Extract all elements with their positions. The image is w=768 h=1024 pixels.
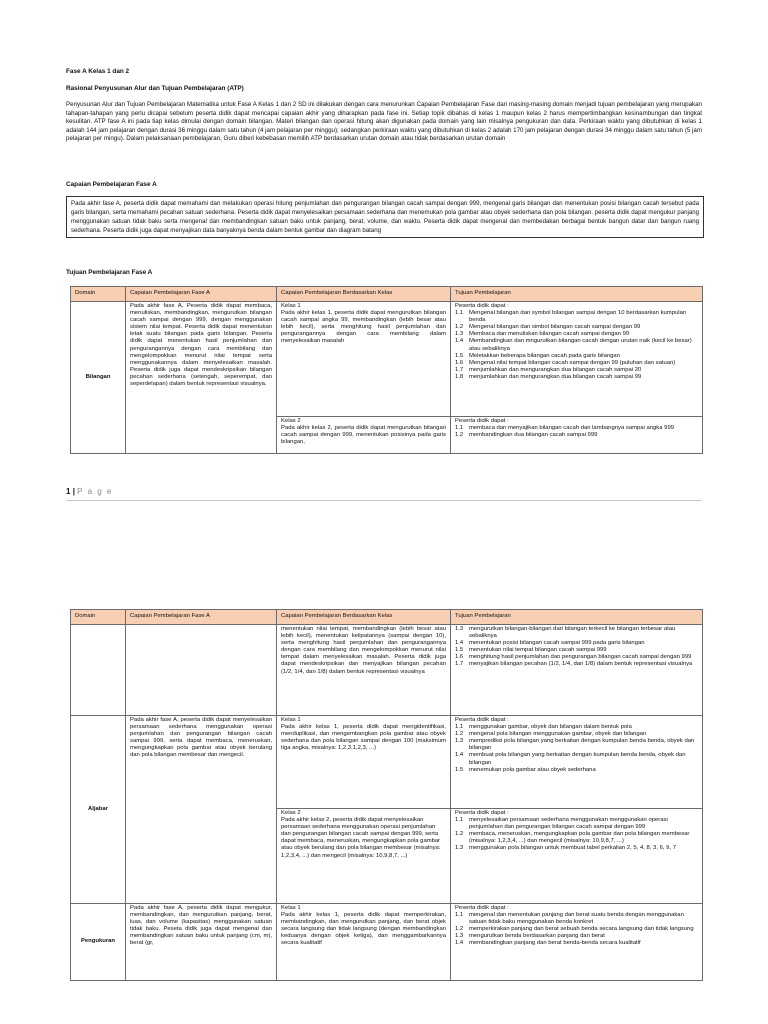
tp-intro: Peserta didik dapat :	[455, 905, 509, 911]
kelas-1-cell	[277, 716, 451, 809]
tp-item-number: 1.5	[455, 766, 464, 773]
tp-item	[455, 817, 698, 831]
table-row	[71, 716, 703, 809]
kelas-1-cell	[277, 904, 451, 981]
tp-item-number: 1.8	[455, 373, 464, 380]
tp-item-number: 1.3	[455, 933, 464, 940]
tp-item	[455, 374, 698, 381]
tp-item-number: 1.5	[455, 352, 464, 359]
tp-item	[455, 654, 698, 661]
tp-item-number: 1.2	[455, 926, 464, 933]
tp-item	[455, 626, 698, 640]
table-header-row	[71, 610, 703, 625]
header-cp: Capaian Pembelajaran Fase A	[126, 287, 277, 302]
footer-separator: |	[72, 487, 75, 496]
tp-item	[455, 640, 698, 647]
cp-cell-aljabar: Pada akhir fase A, peserta didik dapat menyelesaikan persamaan sederhana menggunakan operasi penjumlahan dan pengurangan bilangan cacah sampai 999, serta dapat membaca, meneruskan, mengungkapkan pola gambar atau obyek berulang dan pola bilangan membesar dan mengecil.	[126, 716, 277, 904]
header-cp-kelas: Capaian Pembelajaran Berdasarkan Kelas	[277, 610, 451, 625]
atp-table-page-1	[70, 286, 703, 454]
tp-item-number: 1.1	[455, 912, 464, 919]
tp-item-number: 1.6	[455, 359, 464, 366]
domain-cell-bilangan: Bilangan	[71, 302, 126, 454]
page-number: 1	[66, 487, 71, 496]
tp-item	[455, 752, 698, 766]
atp-table-page-2	[70, 609, 703, 981]
tp-item-text: menentukan nilai tempat bilangan cacah sampai 999	[469, 647, 607, 654]
tp-item-number: 1.2	[455, 324, 464, 331]
cp-cell-bilangan: Pada akhir fase A, Peserta didik dapat membaca, menuliskan, membandingkan, mengurutkan bilangan cacah sampai dengan 999, dengan menggunakan sistem nilai tempat. Peserta didik dapat menentukan letak suatu bilangan pada garis bilangan. Peserta didik dapat menentukan hasil penjumlahan dan pengurangannya dengan cara membilang dan mengelompokkan menurut nilai tempat serta menggunakannya dalam menyelesaikan masalah. Peserta didik juga dapat mendeskripsikan bilangan pecahan sederhana (setengah, seperempat, dan seperdelapan) dalam bentuk representasi visualnya.	[126, 302, 277, 454]
header-domain: Domain	[71, 610, 126, 625]
tp-item	[455, 831, 698, 845]
tp-item-text: Mengenal bilangan dan symbol bilangan sampai dengan 10 berdasarkan kumpulan benda	[469, 310, 687, 324]
table-row	[71, 904, 703, 981]
tp-item	[455, 432, 698, 439]
tp-intro: Peserta didik dapat :	[455, 717, 509, 723]
rasional-paragraph: Penyusunan Alur dan Tujuan Pembelajaran Matematika untuk Fase A Kelas 1 dan 2 SD ini dilakukan dengan cara menurunkan Capaian Pembelajaran Fase dari masing-masing domain menjadi tujuan pembelajaran yang merupakan tahapan-tahapan yang perlu dicapai sebelum peserta didik dapat mencapai capaian akhir yang diharapkan pada fase ini. Setiap topik dibahas di kelas 1 maupun kelas 2 harus mempertimbangkan kesinambungan dan tingkat kesulitan. ATP fase A ini pada tiap kelas dimulai dengan domain bilangan. Materi bilangan dan operasi hitung akan digunakan pada domain yang lain misalnya pengukuran dan data. Perkiraan waktu yang dibutuhkan di kelas 1 adalah 144 jam pelajaran dengan durasi 36 minggu dalam satu tahun (4 jam pelajaran per minggu); sedangkan perkiraan waktu yang dibutuhkan di kelas 2 adalah 170 jam pelajaran dengan durasi 34 minggu dalam satu tahun (5 jam pelajaran per mingu). Dalam pelaksanaan pembelajaran, Guru diberi kebebasan memilih ATP berdasarkan urutan domain atau tidak berdasarkan urutan domain	[66, 101, 703, 143]
tp-cell	[451, 625, 703, 716]
table-row	[71, 302, 703, 417]
tp-item-number: 1.1	[455, 310, 464, 317]
cp-cell-pengukuran: Pada akhir fase A, peserta didik dapat mengukur, membandingkan, dan mengurutkan panjang, berat, luas, dan volume (kapasitas) menggunakan satuan tidak baku. Peseta didik juga dapat mengenal dan membandingkan satuan baku untuk panjang (cm, m), berat (gr,	[126, 904, 277, 981]
tp-cell	[451, 417, 703, 454]
kelas-2-cell	[277, 809, 451, 904]
kelas-label: Kelas 1	[281, 905, 301, 911]
tp-item	[455, 324, 698, 331]
tp-item-number: 1.3	[455, 738, 464, 745]
tp-item-text: mengenal pola bilangan menggunakan gambar, obyek dan bilangan	[469, 731, 647, 738]
tp-item	[455, 353, 698, 360]
rasional-heading: Rasional Penyusunan Alur dan Tujuan Pembelajaran (ATP)	[66, 85, 244, 92]
kelas-text: Pada akhir kelas 2, peserta didik dapat mengurutkan bilangan cacah sampai dengan 999, menentukan posisinya pada garis bilangan,	[281, 425, 446, 446]
tp-item-number: 1.1	[455, 724, 464, 731]
domain-cell-aljabar: Aljabar	[71, 716, 126, 904]
tp-item-text: menjumlahkan dan mengurangkan dua bilangan cacah sampai 20	[469, 366, 642, 373]
tp-item-number: 1.1	[455, 425, 464, 432]
tp-item-text: memprediksi pola bilangan yang berkaitan dengan kumpulan benda benda, obyek dan bilangan	[469, 738, 695, 752]
kelas-label: Kelas 1	[281, 717, 301, 723]
table-row	[71, 625, 703, 716]
tp-item-number: 1.2	[455, 831, 464, 838]
tp-item	[455, 367, 698, 374]
tp-item-text: mengurutkan benda berdasarkan panjang dan berat	[469, 933, 605, 940]
cp-box: Pada akhir fase A, peserta didik dapat memahami dan melakukan operasi hitung penjumlahan dan pengurangan bilangan cacah sampai dengan 999, mengenal garis bilangan dan menentukan posisi bilangan cacah tersebut pada garis bilangan, serta memahami pecahan satuan sederhana. Peserta didik dapat menyelesaikan persamaan sederhana dan menemukan pola gambar atau obyek sederhana dan pola bilangan. peserta didik dapat mengukur panjang menggunakan satuan tidak baku serta mengenal dan membandingkan satuan baku untuk panjang, berat, volume, dan waktu. Peserta didik dapat mengenal dan membedakan berbagai bentuk bangun datar dan bangun ruang sederhana. Peserta didik juga dapat menyajikan data banyaknya benda dalam bentuk gambar dan diagram batang	[66, 196, 704, 238]
footer-page-label: P a g e	[77, 487, 113, 496]
tp-item-number: 1.5	[455, 647, 464, 654]
tp-item	[455, 926, 698, 933]
tp-item	[455, 338, 698, 352]
document-page-2	[0, 588, 768, 1024]
kelas-text: Pada akhir kelas 1, peserta didik dapat mengidentifikasi, menduplikasi, dan mengembangkan pola gambar atau obyek sederhana dan pola bilangan sampai dengan 100 (maksimum tiga angka, misalnya: 1,2,3,1,2,3, ...)	[281, 724, 446, 752]
tp-item-text: mengurutkan bilangan-bilangan dari bilangan terkecil ke bilangan terbesar atau sebaliknya	[469, 626, 676, 640]
tp-item	[455, 767, 698, 774]
tp-cell	[451, 904, 703, 981]
kelas-2-cell	[277, 417, 451, 454]
tp-list	[455, 425, 698, 439]
kelas-text: Pada akhir kelas 2, peserta didik dapat menyelesaikan persamaan sederhana menggunakan operasi penjumlahan dan pengurangan bilangan cacah sampai dengan 999, serta dapat membaca, meneruskan, mengungkapkan pola gambar atau obyek berulang dan pola bilangan membesar (misalnya: 1,2,3,4, ...) dan mengecil (misalnya: 10,9,8,7, ...)	[281, 817, 441, 859]
tp-item-number: 1.6	[455, 654, 464, 661]
header-tp: Tujuan Pembelajaran	[451, 610, 703, 625]
tp-item-number: 1.3	[455, 626, 464, 632]
tp-item-text: menentukan posisi bilangan cacah sampai 999 pada garis bilangan	[469, 640, 645, 647]
tp-item-number: 1.2	[455, 731, 464, 738]
tp-item-text: menyelesaikan persamaan sederhana menggunakan menggunakan operasi penjumlahan dan pengurangan bilangan cacah sampai dengan 999	[469, 817, 668, 831]
tp-item-number: 1.3	[455, 845, 464, 852]
document-title: Fase A Kelas 1 dan 2	[66, 68, 130, 75]
domain-cell-pengukuran: Pengukuran	[71, 904, 126, 981]
tp-item-number: 1.3	[455, 331, 464, 338]
tp-item-number: 1.4	[455, 940, 464, 947]
tp-item-text: menemukan pola gambar atau obyek sederhana	[469, 766, 596, 773]
tp-list	[455, 310, 698, 381]
kelas-label: Kelas 2	[281, 810, 301, 816]
tp-item	[455, 940, 698, 947]
tp-item-text: membaca, meneruskan, mengungkapkan pola gambar dan pola bilangan membesar (misalnya: 1,2,3,4, ...) dan mengecil (misalnya: 10,9,8,7, ...)	[469, 831, 690, 845]
header-cp-kelas: Capaian Pembelajaran Berdasarkan Kelas	[277, 287, 451, 302]
kelas-text: Pada akhir kelas 1, peserta didik dapat memperkirakan, membandingkan, dan mengurutkan panjang, dan berat objek secara langsung dan tidak langsung (dengan membandingkan keduanya dengan objek ketiga), dan menggambarkannya secara kualitatif	[281, 912, 446, 947]
tp-item	[455, 738, 698, 752]
tp-item	[455, 912, 698, 926]
tp-item-text: mengenal dan menentukan panjang dan berat suatu benda dengan menggunakan satuan tidak baku menggunakan benda konkret	[469, 912, 684, 926]
tp-item-number: 1.4	[455, 640, 464, 647]
tp-list	[455, 817, 698, 852]
tp-item-number: 1.1	[455, 817, 464, 824]
tp-item-text: Meletakkan beberapa bilangan cacah pada garis bilangan	[469, 352, 620, 359]
tp-list	[455, 724, 698, 774]
tp-item	[455, 933, 698, 940]
tp-item-text: membandingkan dua bilangan cacah sampai 999	[469, 432, 598, 439]
page-gap	[0, 512, 768, 588]
tp-item-text: menggunakan pola bilangan untuk membuat tabel perkalian 2, 5, 4, 8, 3, 6, 9, 7	[469, 845, 676, 852]
tp-item	[455, 360, 698, 367]
tp-intro: Peserta didik dapat :	[455, 810, 509, 816]
cp-cell-empty	[126, 625, 277, 716]
tp-item-text: Mengenal nilai tempat bilangan cacah sampai dengan 99 (puluhan dan satuan)	[469, 359, 676, 366]
header-domain: Domain	[71, 287, 126, 302]
tp-item-text: menghitung hasil penjumlahan dan pengurangan bilangan cacah sampai dengan 999	[469, 654, 692, 661]
tp-cell	[451, 716, 703, 809]
tp-item-number: 1.7	[455, 366, 464, 373]
tp-item-number: 1.4	[455, 752, 464, 759]
tp-intro: Peserta didik dapat :	[455, 303, 509, 309]
tp-item-text: Mengenal bilangan dan simbol bilangan cacah sampai dengan 99	[469, 324, 641, 331]
tp-item-number: 1.4	[455, 338, 464, 345]
tp-heading: Tujuan Pembelajaran Fase A	[66, 269, 153, 276]
tp-item-number: 1.7	[455, 661, 464, 668]
tp-item-text: menggunakan gambar, obyek dan bilangan dalam bentuk pola	[469, 724, 632, 731]
tp-cell	[451, 302, 703, 417]
header-cp: Capaian Pembelajaran Fase A	[126, 610, 277, 625]
tp-item-text: membaca dan menyajikan bilangan cacah dan lambangnya sampai angka 999	[469, 425, 674, 432]
table-header-row	[71, 287, 703, 302]
tp-item	[455, 310, 698, 324]
tp-item	[455, 845, 698, 852]
tp-intro: Peserta didik dapat :	[455, 418, 509, 424]
cp-heading: Capaian Pembelajaran Fase A	[66, 181, 157, 188]
tp-item	[455, 724, 698, 731]
tp-item-text: membandingkan panjang dan berat benda-benda secara kualitatif	[469, 940, 641, 947]
tp-item-text: membuat pola bilangan yang berkaitan dengan kumpulan benda benda, obyek dan bilangan	[469, 752, 686, 766]
tp-item-number: 1.2	[455, 432, 464, 439]
tp-cell	[451, 809, 703, 904]
tp-item-text: menjumlahkan dan mengurangkan dua bilangan cacah sampai 99	[469, 373, 642, 380]
tp-item-text: Membaca dan menuliskan bilangan cacah sampai dengan 99	[469, 331, 630, 338]
page-footer	[66, 487, 113, 496]
tp-list	[455, 912, 698, 947]
kelas-2-cell: menentukan nilai tempat, membandingkan (lebih besar atau lebih kecil), menentukan kelipatannya (sampai dengan 10), serta menghitung hasil penjumlahan dan pengurangannya dengan cara membilang dan mengelompokkan menurut nilai tempat dalam menyelesaikan masalah. Peserta didik juga dapat mendeskripsikan dan menyajikan bilangan pecahan (1/2, 1/4, dan 1/8) dalam bentuk representasi visualnya	[277, 625, 451, 716]
tp-item-text: menyajikan bilangan pecahan (1/2, 1/4, dan 1/8) dalam bentuk representasi visualnya	[469, 661, 693, 668]
tp-item-text: Membandingkan dan mngurutkan bilangan cacah dengan urutan naik (kecil ke besar) atau sebaliknya	[469, 338, 692, 352]
tp-item	[455, 331, 698, 338]
tp-item	[455, 661, 698, 668]
tp-list	[455, 626, 698, 669]
kelas-label: Kelas 2	[281, 418, 301, 424]
tp-item	[455, 425, 698, 432]
header-tp: Tujuan Pembelajaran	[451, 287, 703, 302]
kelas-label: Kelas 1	[281, 303, 301, 309]
kelas-1-cell	[277, 302, 451, 417]
footer-rule	[66, 500, 702, 501]
tp-item-text: memperkirakan panjang dan berat sebuah benda secara langsung dan tidak langsung	[469, 926, 694, 933]
tp-item	[455, 647, 698, 654]
kelas-text: Pada akhir kelas 1, peserta didik dapat mengurutkan bilangan cacah sampai angka 99, membandingkan (lebih besar atau lebih kecil), serta menghitung hasil penjumlahan dan pengurangannya dengan cara membilang dalam menyelesaikan masalah	[281, 310, 446, 345]
tp-item	[455, 731, 698, 738]
domain-cell-empty	[71, 625, 126, 716]
